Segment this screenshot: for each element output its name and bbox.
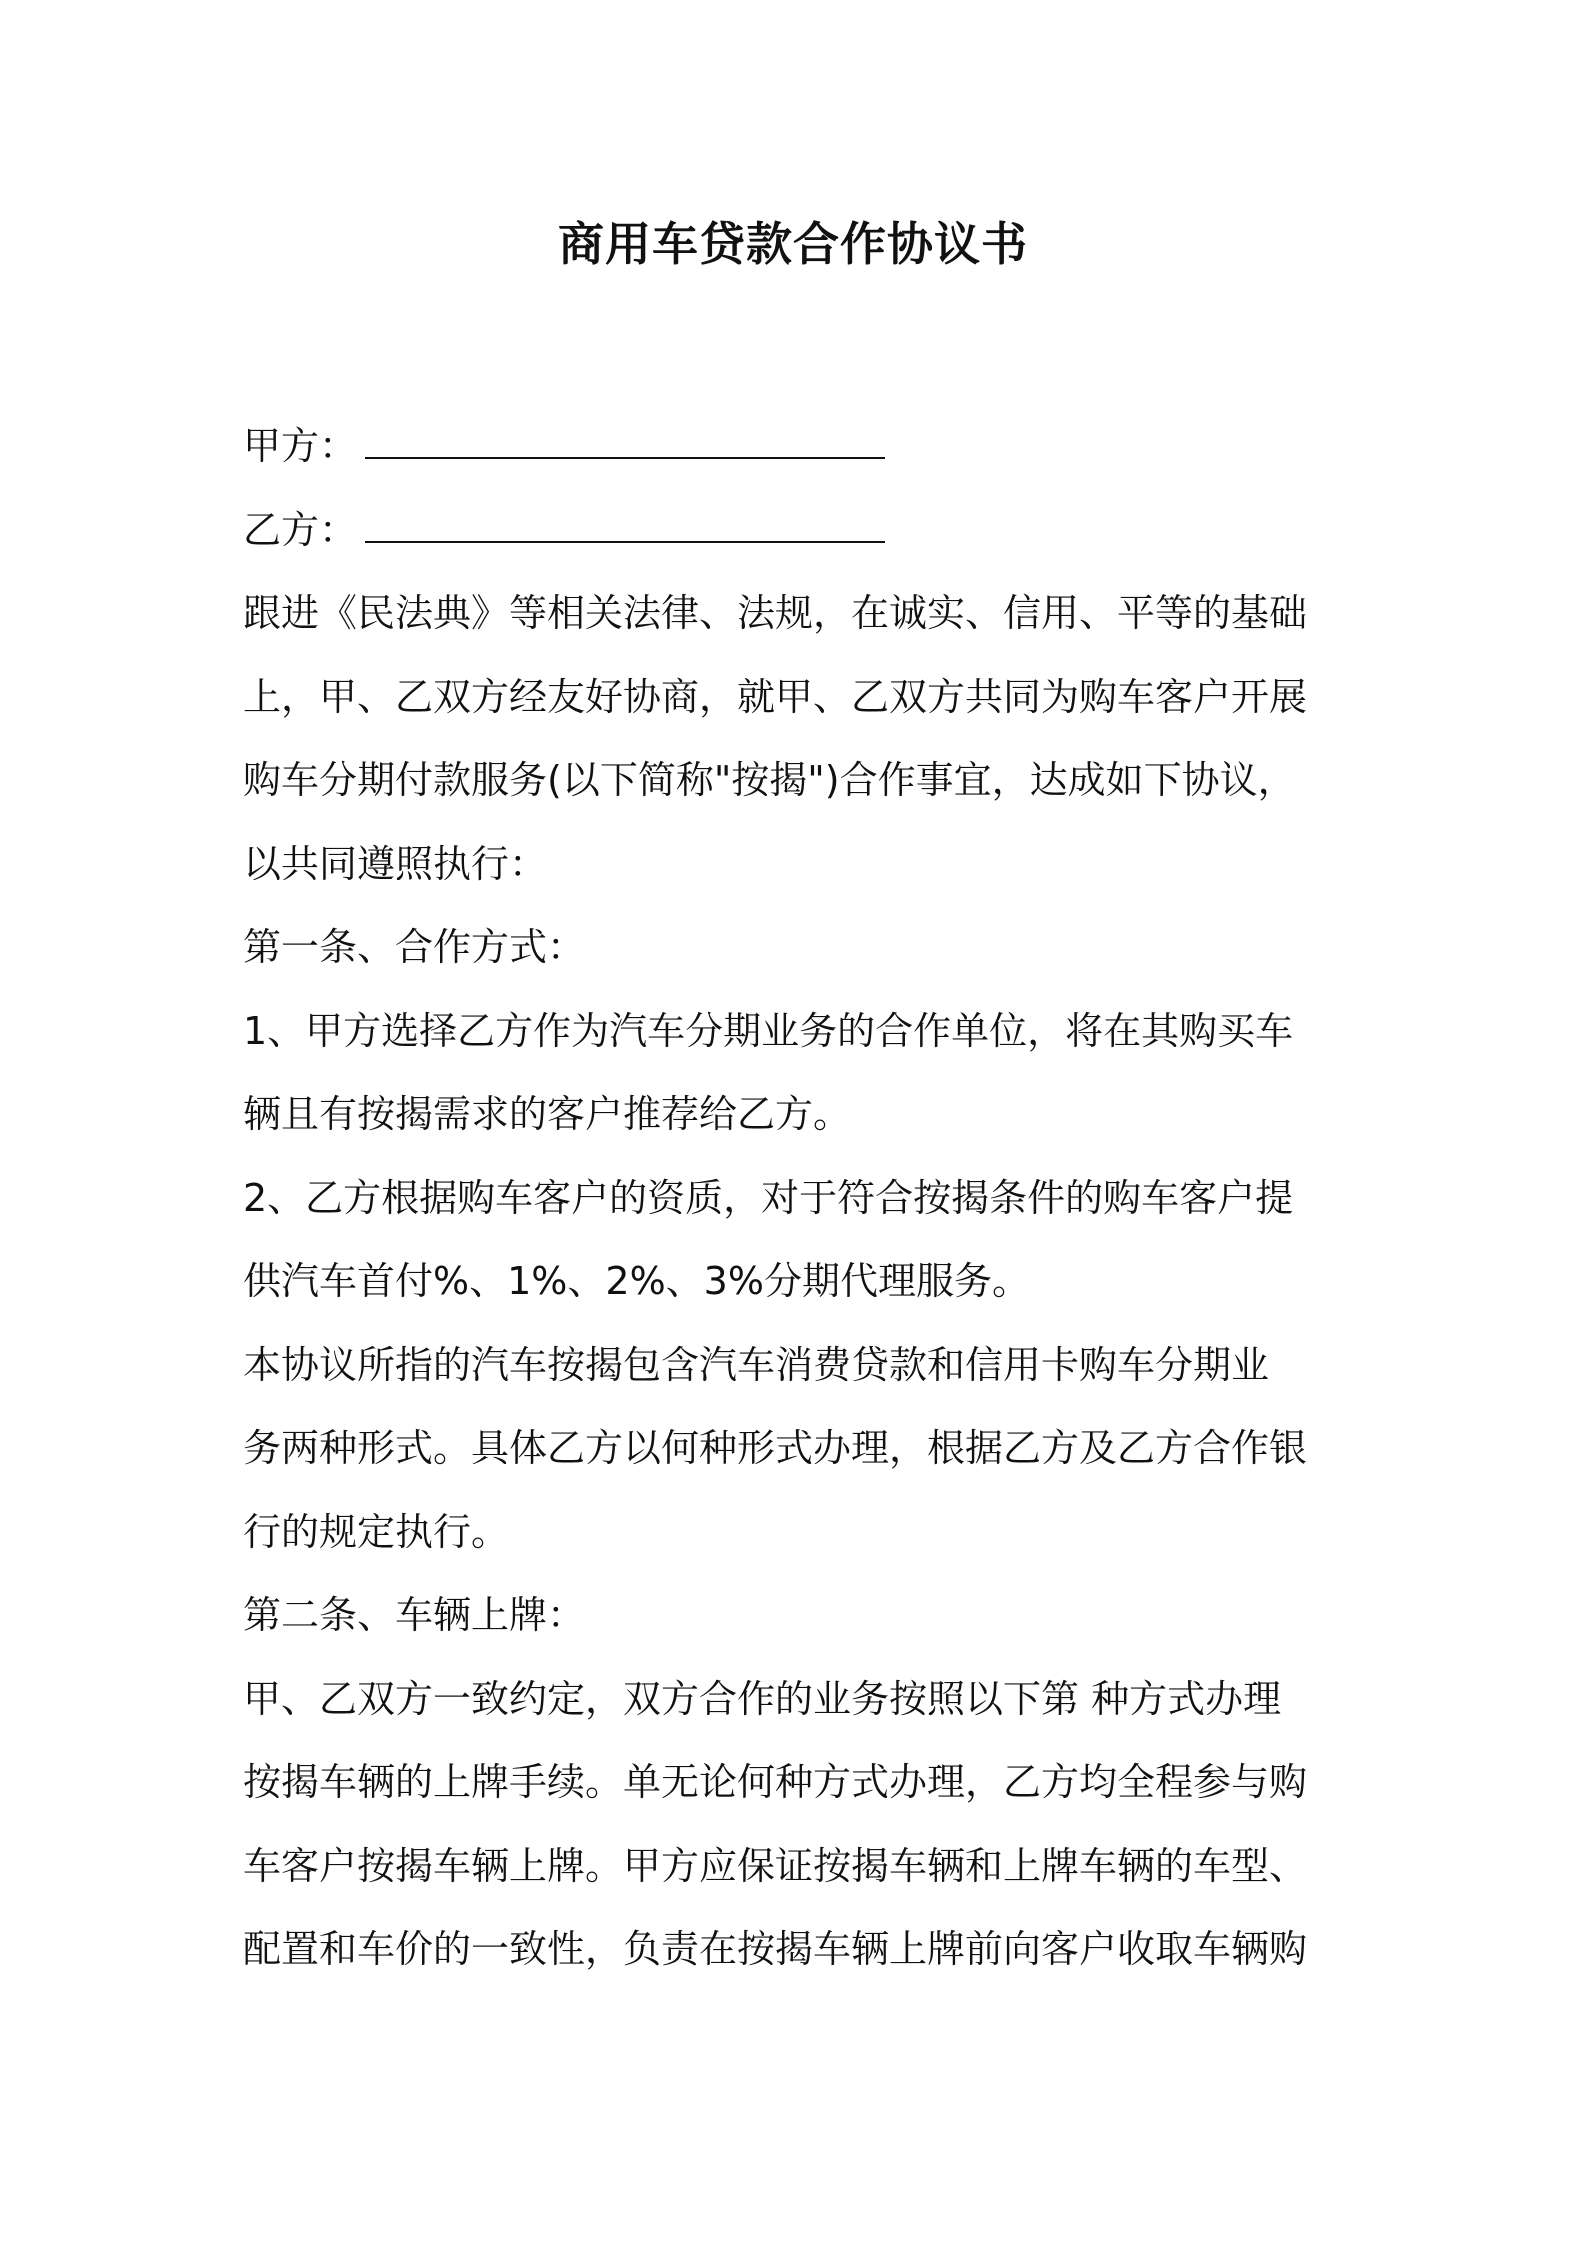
text-line: 供汽车首付%、1%、2%、3%分期代理服务。 [243,1259,1030,1303]
text-line: 本协议所指的汽车按揭包含汽车消费贷款和信用卡购车分期业 [243,1342,1270,1387]
text-line: 甲、乙双方一致约定，双方合作的业务按照以下第 种方式办理 [243,1676,1282,1721]
party-a-line [243,405,1353,489]
text-line: 务两种形式。具体乙方以何种形式办理，根据乙方及乙方合作银 [243,1426,1308,1470]
section-heading: 第一条、合作方式： [243,925,586,969]
party-b-label: 乙方： [243,507,358,552]
text-line: 按揭车辆的上牌手续。单无论何种方式办理，乙方均全程参与购 [243,1760,1308,1804]
text-line: 1、甲方选择乙方作为汽车分期业务的合作单位，将在其购买车 [243,1008,1294,1053]
document-title: 商用车贷款合作协议书 [558,217,1028,271]
text-line: 车客户按揭车辆上牌。甲方应保证按揭车辆和上牌车辆的车型、 [243,1843,1308,1888]
party-a-label: 甲方： [243,424,358,468]
party-b-line [243,489,1353,573]
text-line: 跟进《民法典》等相关法律、法规，在诚实、信用、平等的基础 [243,591,1308,635]
text-line: 购车分期付款服务(以下简称"按揭")合作事宜，达成如下协议， [243,758,1296,802]
text-line: 上，甲、乙双方经友好协商，就甲、乙双方共同为购车客户开展 [243,674,1308,719]
text-line: 辆且有按揭需求的客户推荐给乙方。 [243,1092,852,1136]
text-line: 以共同遵照执行： [243,841,548,886]
party-b-blank [365,511,885,543]
party-a-blank [365,427,885,459]
document-body [243,405,1353,1992]
text-line: 配置和车价的一致性，负责在按揭车辆上牌前向客户收取车辆购 [243,1927,1308,1971]
text-line: 行的规定执行。 [243,1509,510,1554]
section-heading: 第二条、车辆上牌： [243,1593,586,1637]
text-line: 2、乙方根据购车客户的资质，对于符合按揭条件的购车客户提 [243,1175,1294,1220]
